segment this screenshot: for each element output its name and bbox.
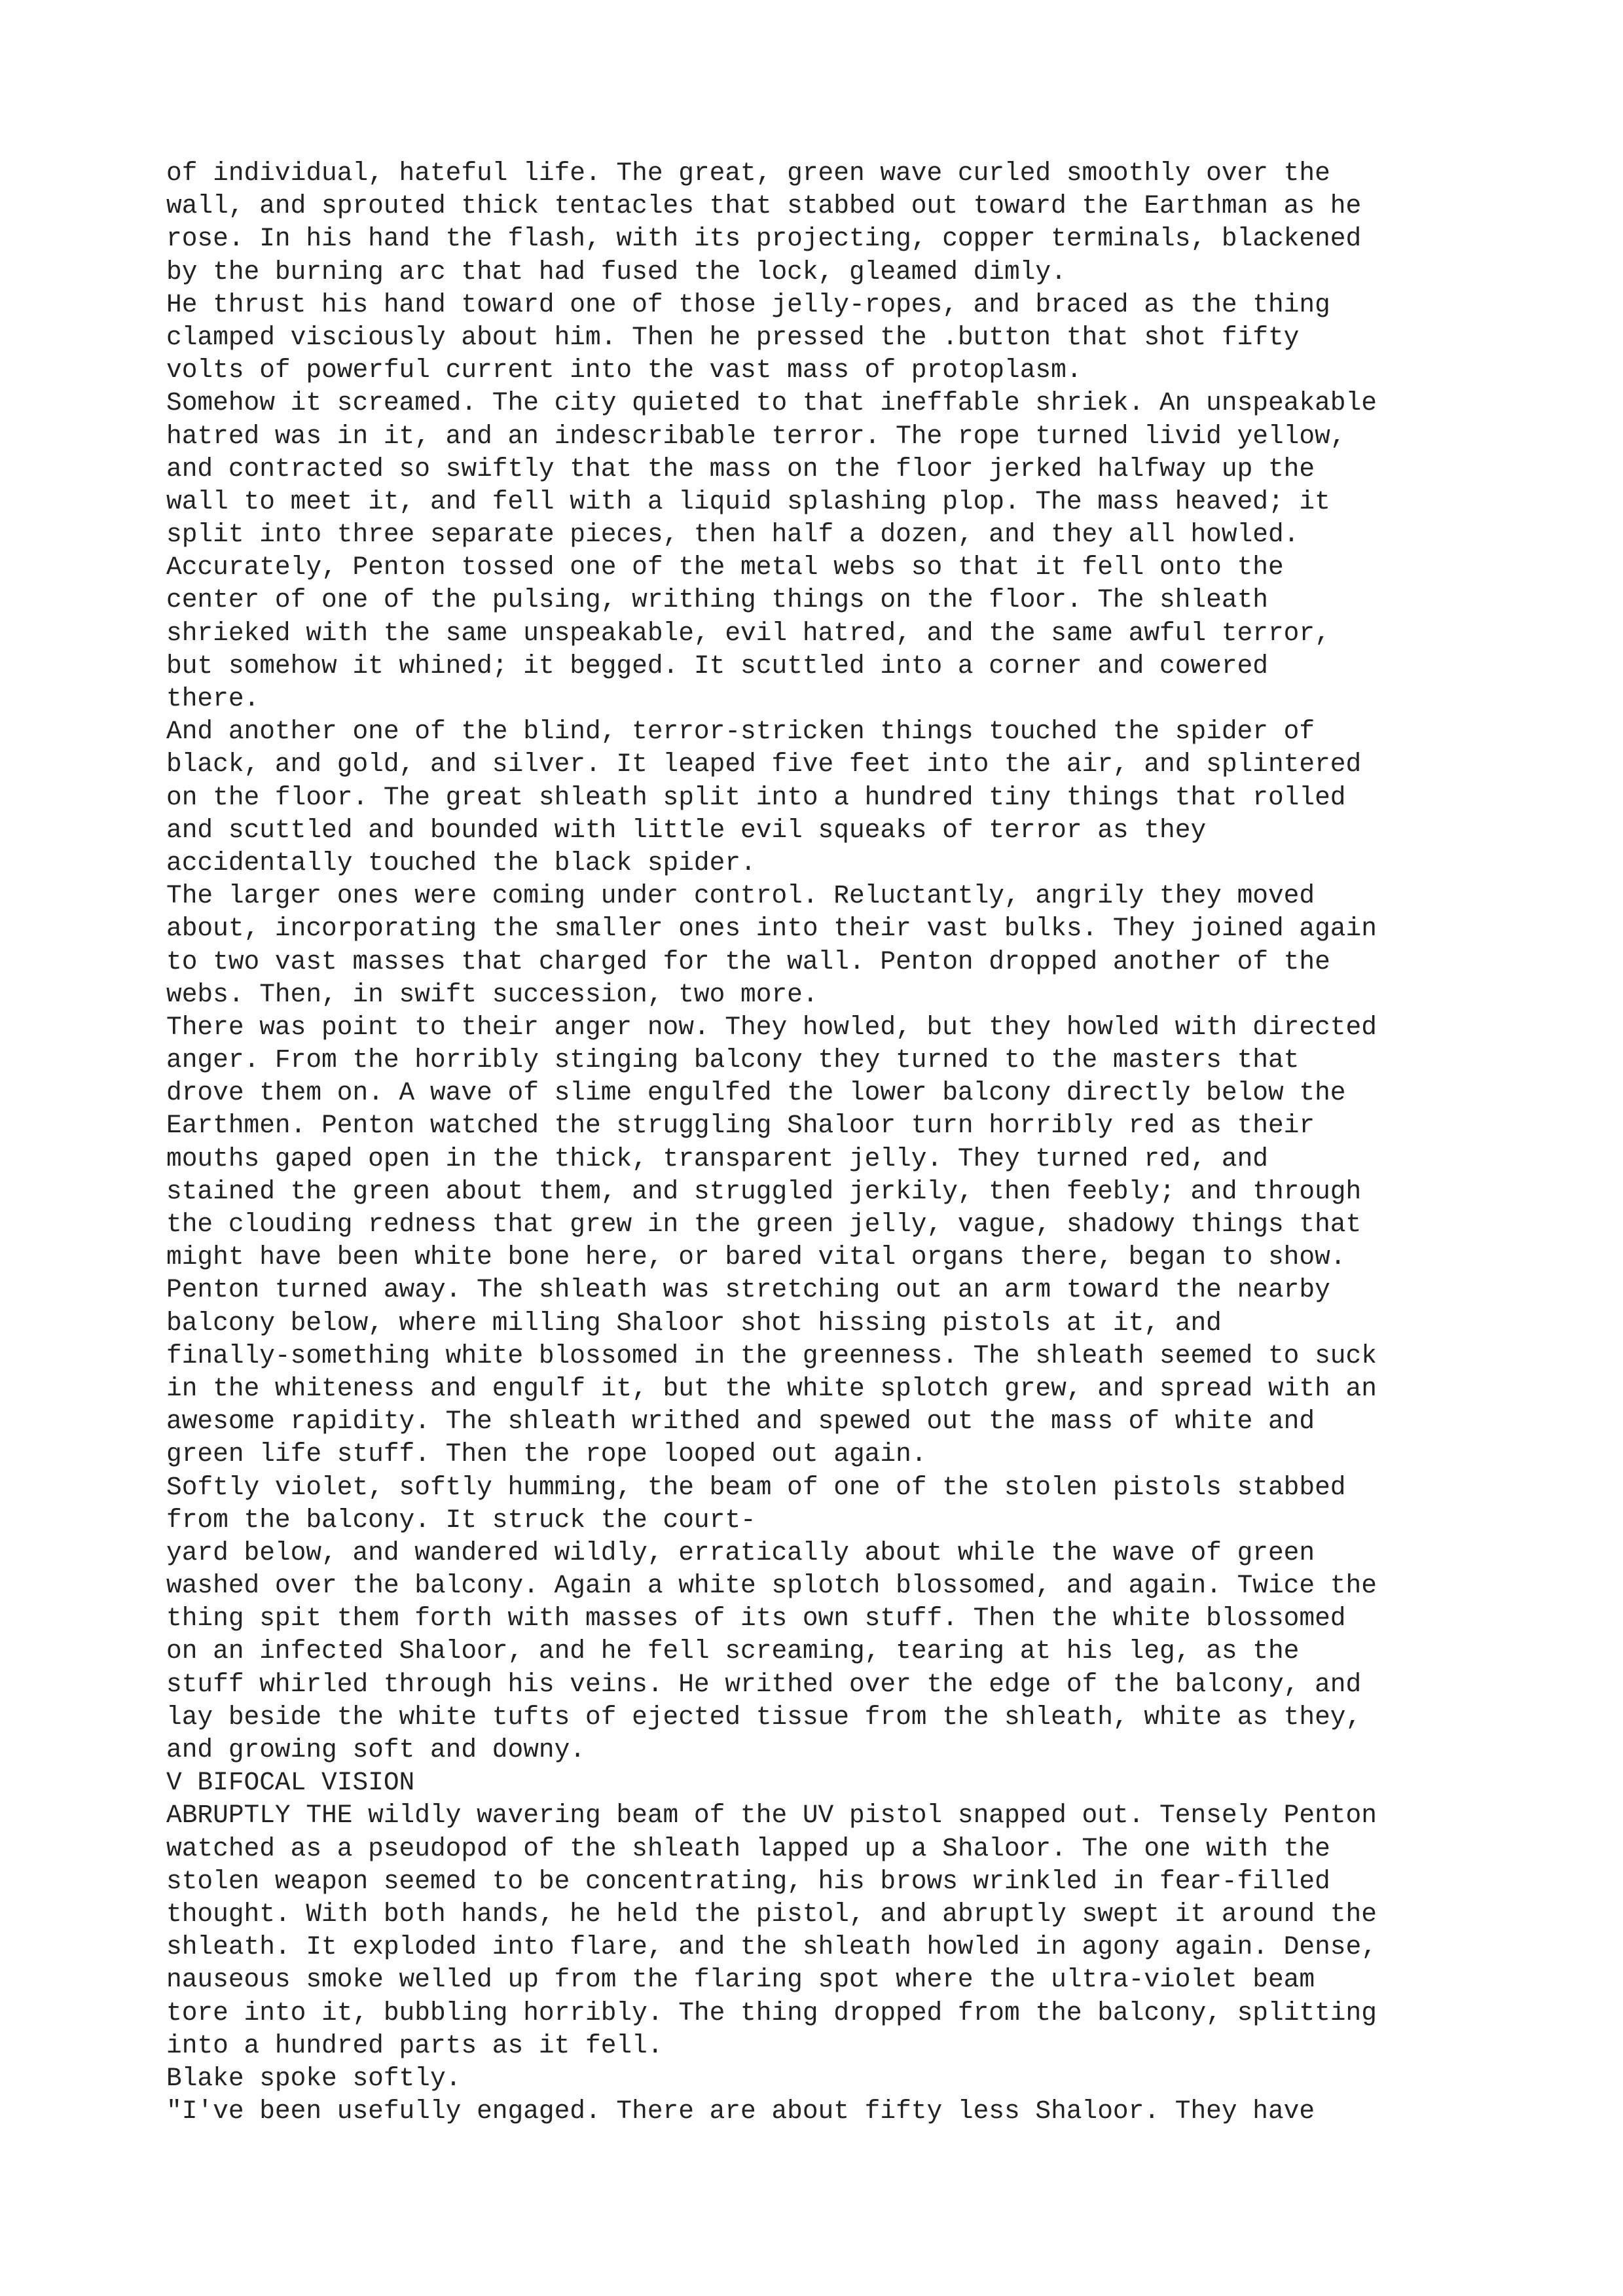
text-line: the clouding redness that grew in the green jelly, vague, shadowy things that [166,1210,1362,1239]
text-line: and scuttled and bounded with little evil squeaks of terror as they [166,815,1207,845]
text-line: center of one of the pulsing, writhing things on the floor. The shleath [166,585,1268,615]
text-line: lay beside the white tufts of ejected tissue from the shleath, white as they, [166,1702,1362,1732]
text-line: to two vast masses that charged for the wall. Penton dropped another of the [166,946,1330,977]
text-line: awesome rapidity. The shleath writhed and spewed out the mass of white and [166,1407,1315,1437]
text-line: watched as a pseudopod of the shleath lapped up a Shaloor. The one with the [166,1833,1330,1863]
text-line: drove them on. A wave of slime engulfed the lower balcony directly below the [166,1078,1346,1108]
text-line: balcony below, where milling Shaloor shot hissing pistols at it, and [166,1308,1222,1338]
text-line: hatred was in it, and an indescribable terror. The rope turned livid yellow, [166,421,1346,451]
text-line: and contracted so swiftly that the mass on the floor jerked halfway up the [166,454,1315,484]
text-line: but somehow it whined; it begged. It scuttled into a corner and cowered [166,651,1268,681]
text-line: green life stuff. Then the rope looped out again. [166,1439,927,1469]
text-line: nauseous smoke welled up from the flaring spot where the ultra-violet beam [166,1965,1315,1995]
text-line: And another one of the blind, terror-stricken things touched the spider of [166,717,1315,747]
text-line: webs. Then, in swift succession, two more. [166,979,818,1009]
text-line: stolen weapon seemed to be concentrating, his brows wrinkled in fear-filled [166,1866,1330,1896]
text-line: thought. With both hands, he held the pistol, and abruptly swept it around the [166,1899,1377,1929]
text-line: clamped visciously about him. Then he pressed the .button that shot fifty [166,322,1300,352]
body-text [166,157,1508,2128]
text-line: V BIFOCAL VISION [166,1768,415,1798]
text-line: from the balcony. It struck the court- [166,1505,756,1535]
text-line: accidentally touched the black spider. [166,848,756,878]
text-line: washed over the balcony. Again a white splotch blossomed, and again. Twice the [166,1571,1377,1601]
text-line: finally-something white blossomed in the greenness. The shleath seemed to suck [166,1340,1377,1371]
text-line: split into three separate pieces, then half a dozen, and they all howled. [166,520,1300,550]
text-line: rose. In his hand the flash, with its projecting, copper terminals, blackened [166,224,1362,254]
text-line: volts of powerful current into the vast mass of protoplasm. [166,355,1082,386]
text-line: black, and gold, and silver. It leaped five feet into the air, and splintered [166,749,1362,780]
text-line: Earthmen. Penton watched the struggling Shaloor turn horribly red as their [166,1111,1315,1141]
text-line: stained the green about them, and struggled jerkily, then feebly; and through [166,1176,1362,1206]
text-line: on an infected Shaloor, and he fell screaming, tearing at his leg, as the [166,1636,1300,1666]
text-line: "I've been usefully engaged. There are about fifty less Shaloor. They have [166,2096,1315,2126]
text-line: shleath. It exploded into flare, and the shleath howled in agony again. Dense, [166,1932,1377,1962]
text-line: might have been white bone here, or bared vital organs there, began to show. [166,1242,1346,1272]
text-line: Softly violet, softly humming, the beam of one of the stolen pistols stabbed [166,1472,1346,1502]
text-line: The larger ones were coming under control. Reluctantly, angrily they moved [166,881,1315,911]
text-line: anger. From the horribly stinging balcony they turned to the masters that [166,1045,1300,1075]
text-line: shrieked with the same unspeakable, evil hatred, and the same awful terror, [166,618,1330,648]
text-line: thing spit them forth with masses of its own stuff. Then the white blossomed [166,1604,1346,1634]
text-line: Accurately, Penton tossed one of the metal webs so that it fell onto the [166,552,1284,583]
text-line: on the floor. The great shleath split into a hundred tiny things that rolled [166,782,1346,812]
text-line: and growing soft and downy. [166,1735,586,1765]
text-line: of individual, hateful life. The great, green wave curled smoothly over the [166,158,1330,188]
text-line: there. [166,684,260,713]
text-line: Penton turned away. The shleath was stretching out an arm toward the nearby [166,1275,1330,1305]
text-line: ABRUPTLY THE wildly wavering beam of the UV pistol snapped out. Tensely Penton [166,1801,1377,1831]
text-line: yard below, and wandered wildly, erratically about while the wave of green [166,1537,1315,1568]
text-line: There was point to their anger now. They howled, but they howled with directed [166,1012,1377,1042]
text-line: Somehow it screamed. The city quieted to that ineffable shriek. An unspeakable [166,388,1377,418]
text-line: Blake spoke softly. [166,2063,462,2093]
text-line: tore into it, bubbling horribly. The thing dropped from the balcony, splitting [166,1998,1377,2028]
text-line: wall to meet it, and fell with a liquid splashing plop. The mass heaved; it [166,486,1330,516]
text-line: into a hundred parts as it fell. [166,2030,663,2060]
text-line: about, incorporating the smaller ones into their vast bulks. They joined again [166,914,1377,944]
text-line: by the burning arc that had fused the lock, gleamed dimly. [166,257,1067,287]
text-line: stuff whirled through his veins. He writhed over the edge of the balcony, and [166,1669,1362,1699]
text-line: in the whiteness and engulf it, but the white splotch grew, and spread with an [166,1373,1377,1403]
text-line: wall, and sprouted thick tentacles that stabbed out toward the Earthman as he [166,191,1362,221]
text-line: He thrust his hand toward one of those jelly-ropes, and braced as the thing [166,289,1330,319]
text-line: mouths gaped open in the thick, transparent jelly. They turned red, and [166,1143,1268,1174]
